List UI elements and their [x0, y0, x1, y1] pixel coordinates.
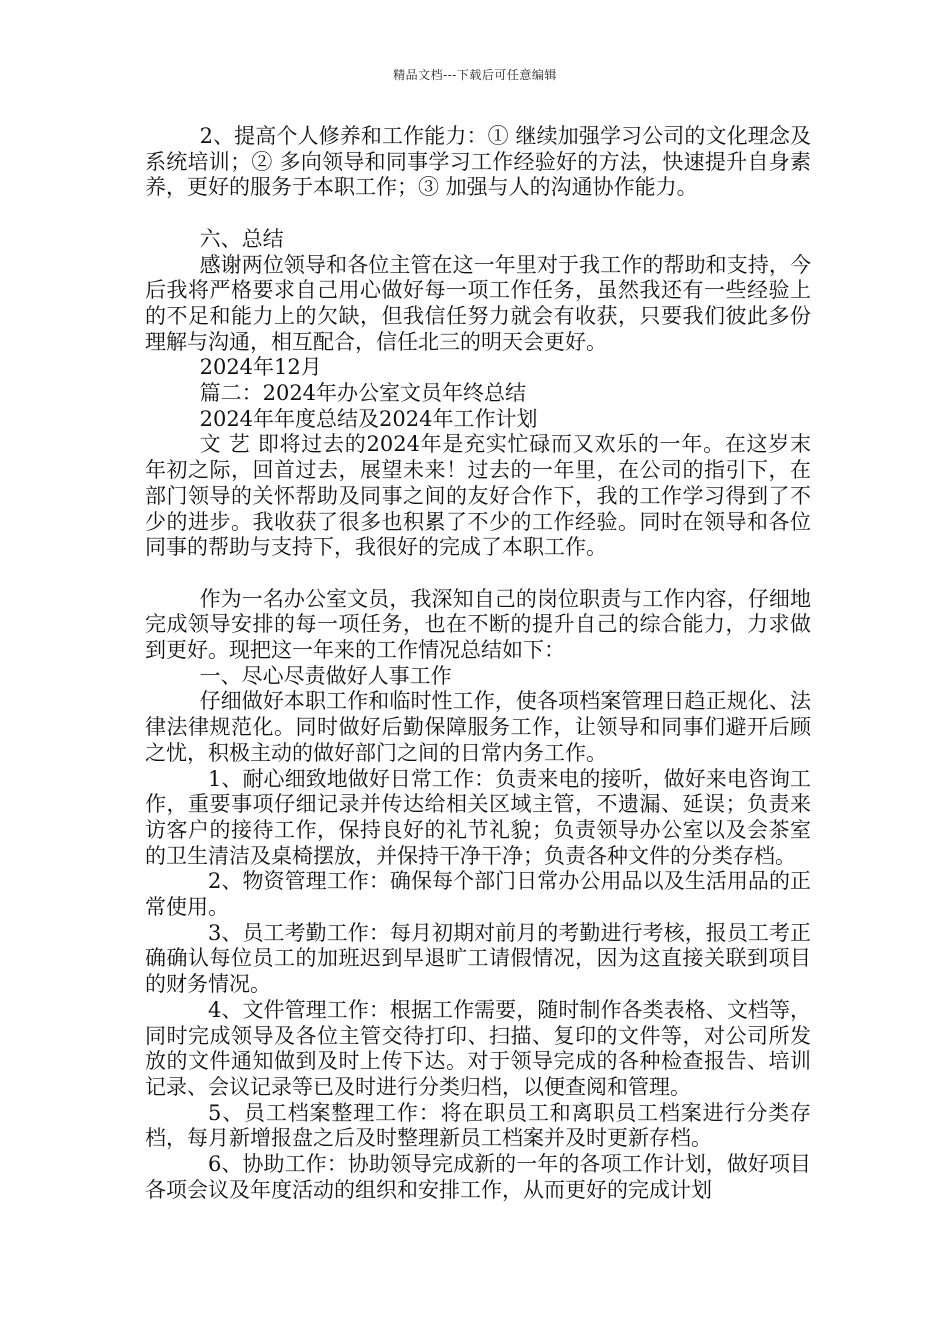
- paragraph-thanks: 感谢两位领导和各位主管在这一年里对于我工作的帮助和支持，今后我将严格要求自己用心做好每一项工作任务，虽然我还有一些经验上的不足和能力上的欠缺，但我信任努力就会有收获，只要我们彼此多份理解与沟通，相互配合，信任北三的明天会更好。: [145, 252, 811, 354]
- section-heading-personnel: 一、尽心尽责做好人事工作: [199, 663, 452, 688]
- document-subtitle: 2024年年度总结及2024年工作计划: [199, 406, 538, 431]
- spacer: [145, 201, 811, 227]
- list-item-daily-work: 1、耐心细致地做好日常工作：负责来电的接听，做好来电咨询工作，重要事项仔细记录并传达给相关区域主管，不遗漏、延误；负责来访客户的接待工作，保持良好的礼节礼貌；负责领导办公室以及会茶室的卫生清洁及桌椅摆放，并保持干净干净；负责各种文件的分类存档。: [145, 766, 811, 868]
- spacer: [145, 561, 811, 587]
- paragraph-role: 作为一名办公室文员，我深知自己的岗位职责与工作内容，仔细地完成领导安排的每一项任务，也在不断的提升自己的综合能力，力求做到更好。现把这一年来的工作情况总结如下：: [145, 586, 811, 663]
- chapter-title: 篇二：2024年办公室文员年终总结: [199, 381, 527, 406]
- page-header-watermark: 精品文档---下载后可任意编辑: [393, 68, 557, 82]
- document-body: [145, 124, 811, 1204]
- paragraph-duties: 仔细做好本职工作和临时性工作，使各项档案管理日趋正规化、法律法律规范化。同时做好后勤保障服务工作，让领导和同事们避开后顾之忧，积极主动的做好部门之间的日常内务工作。: [145, 689, 811, 765]
- date-line: 2024年12月: [199, 355, 322, 380]
- section-heading-summary: 六、总结: [199, 226, 284, 251]
- paragraph-intro: 文 艺 即将过去的2024年是充实忙碌而又欢乐的一年。在这岁末年初之际，回首过去，展望未来！过去的一年里，在公司的指引下，在部门领导的关怀帮助及同事之间的友好合作下，我的工作学习得到了不少的进步。我收获了很多也积累了不少的工作经验。同时在领导和各位同事的帮助与支持下，我很好的完成了本职工作。: [145, 432, 811, 560]
- list-item-documents: 4、文件管理工作：根据工作需要，随时制作各类表格、文档等，同时完成领导及各位主管交待打印、扫描、复印的文件等，对公司所发放的文件通知做到及时上传下达。对于领导完成的各种检查报告、培训记录、会议记录等已及时进行分类归档，以便查阅和管理。: [145, 997, 811, 1099]
- list-item-attendance: 3、员工考勤工作：每月初期对前月的考勤进行考核，报员工考正确确认每位员工的加班迟到早退旷工请假情况，因为这直接关联到项目的财务情况。: [145, 920, 811, 997]
- list-item-archives: 5、员工档案整理工作：将在职员工和离职员工档案进行分类存档，每月新增报盘之后及时整理新员工档案并及时更新存档。: [145, 1100, 811, 1151]
- paragraph-improve-ability: 2、提高个人修养和工作能力：① 继续加强学习公司的文化理念及系统培训；② 多向领导和同事学习工作经验好的方法，快速提升自身素养，更好的服务于本职工作；③ 加强与人的沟通协作能力。: [145, 124, 811, 200]
- list-item-materials: 2、物资管理工作：确保每个部门日常办公用品以及生活用品的正常使用。: [145, 869, 811, 920]
- list-item-assistance: 6、协助工作：协助领导完成新的一年的各项工作计划，做好项目各项会议及年度活动的组织和安排工作，从而更好的完成计划: [145, 1152, 811, 1202]
